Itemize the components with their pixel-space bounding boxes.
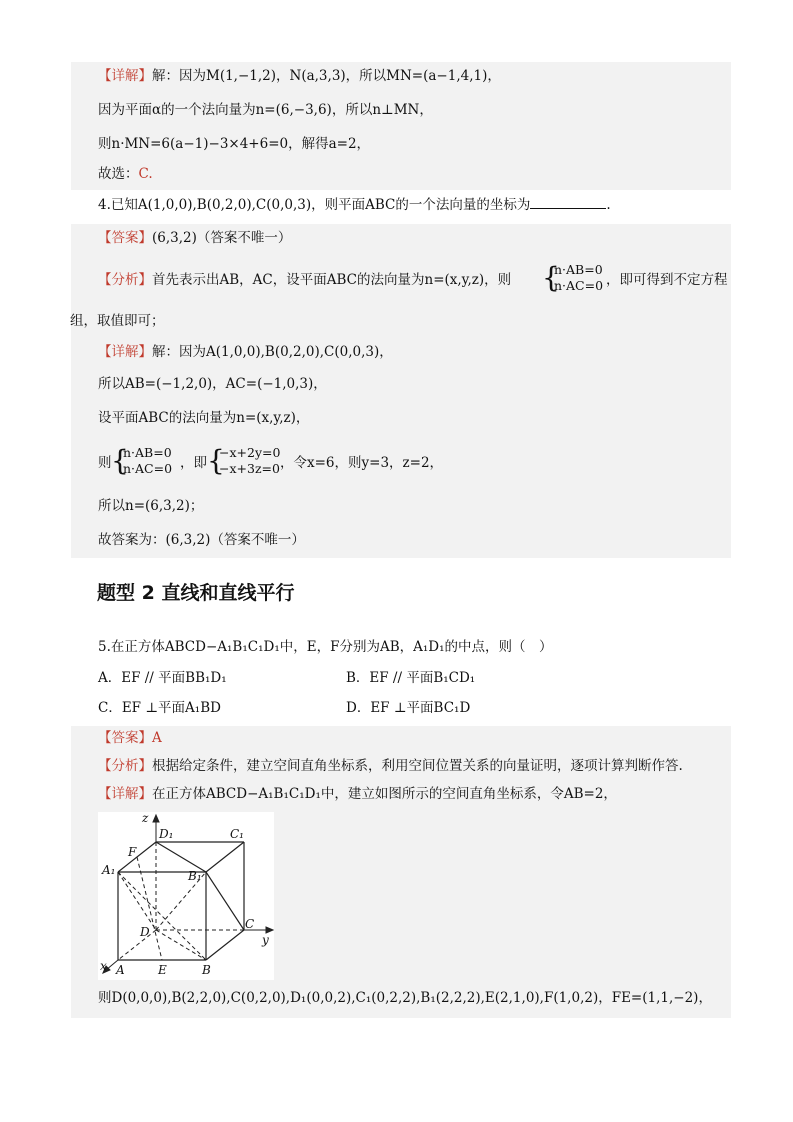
label-B1: B₁ (188, 869, 202, 883)
hidden-line (118, 872, 156, 930)
answer-line: 【答案】(6,3,2)（答案不唯一） (98, 230, 292, 246)
detail-line-6: 故答案为：(6,3,2)（答案不唯一） (98, 532, 305, 548)
label-D1: D₁ (159, 827, 174, 841)
diagonal (156, 842, 206, 872)
answer-line: 【答案】A (98, 730, 162, 746)
analysis-line: 【分析】首先表示出AB，AC，设平面ABC的法向量为n=(x,y,z)，则 (98, 272, 512, 288)
detail-line-2: 所以AB=(−1,2,0)，AC=(−1,0,3)， (98, 376, 327, 392)
coordinates-line: 则D(0,0,0),B(2,2,0),C(0,2,0),D₁(0,0,2),C₁(0,2,2),B₁(2,2,2),E(2,1,0),F(1,0,2)，FE=(1,1,−2)， (98, 990, 712, 1006)
analysis-continuation: 组，取值即可； (70, 313, 165, 329)
label-F: F (128, 845, 137, 859)
detail-line-3: 设平面ABC的法向量为n=(x,y,z)， (98, 410, 310, 426)
question-5: 5.在正方体ABCD−A₁B₁C₁D₁中，E，F分别为AB，A₁D₁的中点，则（ ） (98, 639, 553, 655)
detail-line-1: 【详解】解：因为A(1,0,0),B(0,2,0),C(0,0,3)， (98, 344, 393, 360)
label-C: C (245, 917, 255, 931)
detail-line-4: 故选：C. (98, 166, 153, 182)
answer-blank (530, 194, 606, 209)
detail-line-2: 因为平面α的一个法向量为n=(6,−3,6)，所以n⊥MN， (98, 102, 433, 118)
diagonal (206, 872, 244, 930)
label-x: x (100, 959, 107, 973)
label-C1: C₁ (230, 827, 244, 841)
question-4: 4.已知A(1,0,0),B(0,2,0),C(0,0,3)，则平面ABC的一个法向量的坐标为 . (98, 194, 611, 215)
label-E: E (158, 963, 167, 977)
edge (206, 930, 244, 960)
cube-figure (98, 812, 274, 980)
detail-line-1: 【详解】解：因为M(1,−1,2)，N(a,3,3)，所以MN=(a−1,4,1)， (98, 68, 501, 84)
answer-choice: C. (138, 166, 153, 182)
hidden-line (118, 872, 206, 960)
detail-line-5: 所以n=(6,3,2)； (98, 498, 204, 514)
z-arrow (153, 815, 159, 822)
label-A1: A₁ (102, 863, 116, 877)
detail-tag: 【详解】 (98, 68, 152, 84)
detail-line-4-post: ，令x=6，则y=3，z=2， (280, 455, 444, 471)
hidden-edge (118, 930, 156, 960)
option-a: A．EF // 平面BB₁D₁ (98, 670, 227, 686)
edge (206, 842, 244, 872)
label-z: z (142, 812, 149, 825)
analysis-tail: ，即可得到不定方程 (606, 272, 728, 288)
label-y: y (262, 933, 269, 947)
section-heading: 题型 2 直线和直线平行 (97, 582, 295, 604)
hidden-line (156, 930, 206, 960)
detail-line-3: 则n·MN=6(a−1)−3×4+6=0，解得a=2， (98, 136, 371, 152)
detail-line-4-pre: 则 (98, 455, 112, 471)
cube-diagram (98, 812, 274, 980)
label-B: B (202, 963, 211, 977)
label-A: A (116, 963, 125, 977)
detail-line: 【详解】在正方体ABCD−A₁B₁C₁D₁中，建立如图所示的空间直角坐标系，令AB=2， (98, 786, 617, 802)
option-d: D．EF ⊥平面BC₁D (346, 700, 471, 716)
label-D: D (140, 925, 150, 939)
analysis-line: 【分析】根据给定条件，建立空间直角坐标系，利用空间位置关系的向量证明，逐项计算判断作答. (98, 758, 683, 774)
option-b: B．EF // 平面B₁CD₁ (346, 670, 476, 686)
option-c: C．EF ⊥平面A₁BD (98, 700, 221, 716)
detail-line-4-mid: ，即 (180, 455, 207, 471)
